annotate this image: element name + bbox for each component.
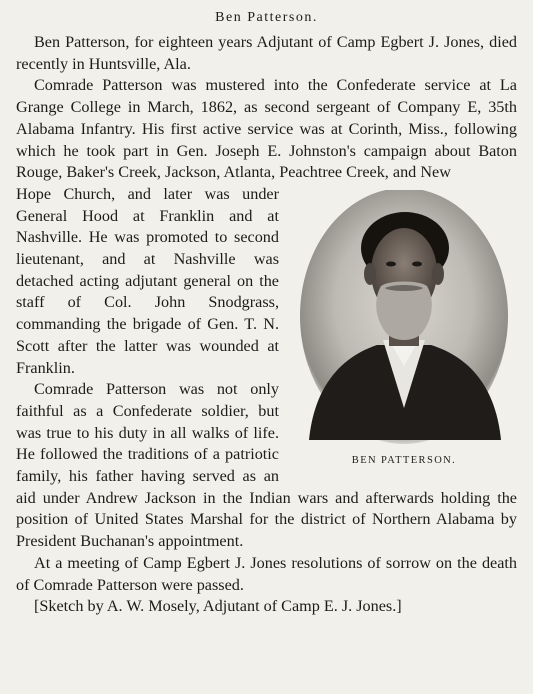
portrait-figure bbox=[291, 190, 517, 468]
paragraph-2b: Hope Church, and later was under General Hood at Franklin and at Nashville. He was promoted to second lieutenant, and at Nashville was detached acting adjutant general on the staff of Col. John Snodgrass, commanding the brigade of Gen. T. N. Scott after the latter was wounded at Franklin. bbox=[16, 184, 279, 377]
paragraph-2a: Comrade Patterson was mustered into the Confederate service at La Grange College in March, 1862, as second sergeant of Company E, 35th Alabama Infantry. His first active service was at Corinth, Miss., following which he took part in Gen. Joseph E. Johnston's campaign about Baton Rouge, Baker's Creek, Jackson, Atlanta, Peachtree Creek, and New bbox=[16, 76, 517, 182]
article-body bbox=[16, 32, 517, 618]
paragraph-5: [Sketch by A. W. Mosely, Adjutant of Camp E. J. Jones.] bbox=[34, 597, 402, 616]
article-title: Ben Patterson. bbox=[215, 10, 318, 25]
portrait-caption: BEN PATTERSON. bbox=[351, 454, 457, 466]
paragraph-4: At a meeting of Camp Egbert J. Jones resolutions of sorrow on the death of Comrade Patterson were passed. bbox=[16, 553, 517, 594]
paragraph-1: Ben Patterson, for eighteen years Adjutant of Camp Egbert J. Jones, died recently in Huntsville, Ala. bbox=[16, 33, 517, 73]
portrait-photo bbox=[297, 190, 511, 448]
paragraph-3: Comrade Patterson was not only faithful as a Confederate soldier, but was true to his duty in all walks of life. He followed the traditions of a patriotic family, his father having served as an aid under Andrew Jackson in the Indian wars and afterwards holding the position of United States Marshal for the district of Northern Alabama by President Buchanan's appointment. bbox=[16, 380, 517, 551]
